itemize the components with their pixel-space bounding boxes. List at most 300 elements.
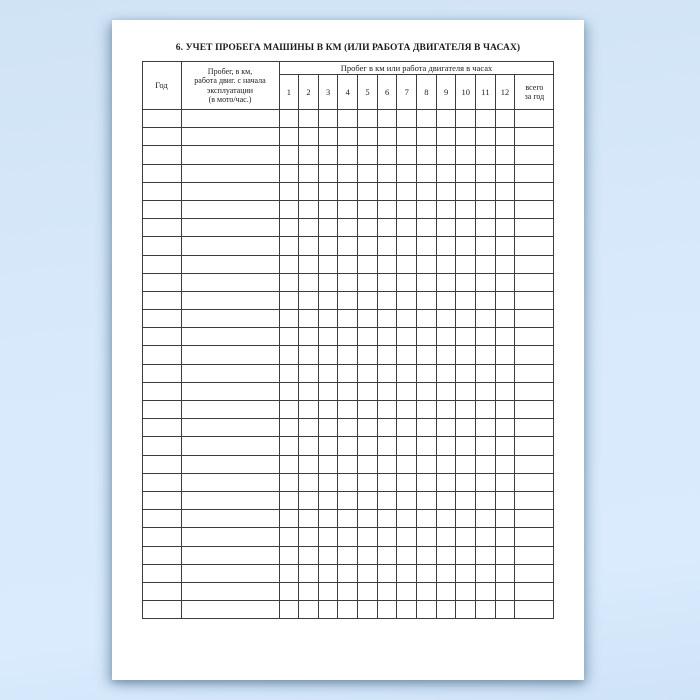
col-header-month: 3 <box>318 75 338 110</box>
month-cell <box>456 110 476 128</box>
month-cell <box>476 419 496 437</box>
month-cell <box>318 291 338 309</box>
month-cell <box>436 255 456 273</box>
month-cell <box>417 310 437 328</box>
cumulative-cell <box>181 291 279 309</box>
month-cell <box>338 528 358 546</box>
month-cell <box>397 437 417 455</box>
year-cell <box>142 237 181 255</box>
col-header-cumulative-line: Пробег, в км, <box>207 66 253 76</box>
month-cell <box>279 528 299 546</box>
month-cell <box>358 364 378 382</box>
month-cell <box>318 128 338 146</box>
month-cell <box>495 455 515 473</box>
month-cell <box>377 491 397 509</box>
month-cell <box>377 328 397 346</box>
month-cell <box>338 146 358 164</box>
month-cell <box>495 200 515 218</box>
col-header-month: 4 <box>338 75 358 110</box>
month-cell <box>299 419 319 437</box>
cumulative-cell <box>181 110 279 128</box>
month-cell <box>318 510 338 528</box>
month-cell <box>279 419 299 437</box>
month-cell <box>318 455 338 473</box>
month-cell <box>436 219 456 237</box>
month-cell <box>476 582 496 600</box>
month-cell <box>338 219 358 237</box>
table-row <box>142 273 554 291</box>
month-cell <box>417 455 437 473</box>
month-cell <box>299 491 319 509</box>
month-cell <box>417 419 437 437</box>
month-cell <box>318 237 338 255</box>
month-cell <box>279 455 299 473</box>
year-cell <box>142 564 181 582</box>
cumulative-cell <box>181 546 279 564</box>
month-cell <box>358 419 378 437</box>
month-cell <box>397 510 417 528</box>
month-cell <box>495 491 515 509</box>
month-cell <box>417 146 437 164</box>
month-cell <box>377 473 397 491</box>
month-cell <box>495 419 515 437</box>
total-cell <box>515 273 554 291</box>
month-cell <box>338 128 358 146</box>
month-cell <box>495 473 515 491</box>
month-cell <box>397 219 417 237</box>
cumulative-cell <box>181 346 279 364</box>
month-cell <box>417 328 437 346</box>
table-row <box>142 364 554 382</box>
month-cell <box>436 146 456 164</box>
col-header-month: 2 <box>299 75 319 110</box>
month-cell <box>436 328 456 346</box>
month-cell <box>279 582 299 600</box>
year-cell <box>142 437 181 455</box>
month-cell <box>299 310 319 328</box>
month-cell <box>436 364 456 382</box>
month-cell <box>397 419 417 437</box>
table-row <box>142 382 554 400</box>
month-cell <box>397 546 417 564</box>
month-cell <box>279 401 299 419</box>
cumulative-cell <box>181 164 279 182</box>
month-cell <box>397 346 417 364</box>
month-cell <box>299 564 319 582</box>
month-cell <box>476 455 496 473</box>
year-cell <box>142 128 181 146</box>
month-cell <box>299 473 319 491</box>
year-cell <box>142 401 181 419</box>
month-cell <box>456 528 476 546</box>
month-cell <box>397 328 417 346</box>
month-cell <box>279 346 299 364</box>
col-header-total <box>515 75 554 110</box>
table-header <box>142 62 554 110</box>
col-header-year: Год <box>142 62 181 110</box>
month-cell <box>495 401 515 419</box>
month-cell <box>299 255 319 273</box>
year-cell <box>142 164 181 182</box>
month-cell <box>279 182 299 200</box>
month-cell <box>358 128 378 146</box>
month-cell <box>476 146 496 164</box>
total-cell <box>515 237 554 255</box>
month-cell <box>476 601 496 619</box>
month-cell <box>476 473 496 491</box>
month-cell <box>299 128 319 146</box>
month-cell <box>417 401 437 419</box>
month-cell <box>456 455 476 473</box>
table-row <box>142 146 554 164</box>
month-cell <box>456 146 476 164</box>
month-cell <box>299 291 319 309</box>
month-cell <box>279 601 299 619</box>
month-cell <box>476 346 496 364</box>
month-cell <box>495 601 515 619</box>
total-cell <box>515 437 554 455</box>
month-cell <box>436 164 456 182</box>
table-row <box>142 219 554 237</box>
month-cell <box>279 564 299 582</box>
total-cell <box>515 110 554 128</box>
cumulative-cell <box>181 582 279 600</box>
month-cell <box>476 364 496 382</box>
month-cell <box>495 110 515 128</box>
month-cell <box>456 200 476 218</box>
total-cell <box>515 582 554 600</box>
cumulative-cell <box>181 455 279 473</box>
month-cell <box>377 346 397 364</box>
month-cell <box>476 564 496 582</box>
month-cell <box>476 219 496 237</box>
table-row <box>142 437 554 455</box>
month-cell <box>318 255 338 273</box>
year-cell <box>142 291 181 309</box>
year-cell <box>142 346 181 364</box>
month-cell <box>436 310 456 328</box>
month-cell <box>456 546 476 564</box>
month-cell <box>456 382 476 400</box>
month-cell <box>397 382 417 400</box>
month-cell <box>358 291 378 309</box>
month-cell <box>318 473 338 491</box>
month-cell <box>299 182 319 200</box>
total-cell <box>515 601 554 619</box>
month-cell <box>338 110 358 128</box>
month-cell <box>495 182 515 200</box>
month-cell <box>338 164 358 182</box>
total-cell <box>515 182 554 200</box>
month-cell <box>476 528 496 546</box>
month-cell <box>397 310 417 328</box>
table-row <box>142 473 554 491</box>
month-cell <box>417 364 437 382</box>
month-cell <box>476 200 496 218</box>
month-cell <box>476 164 496 182</box>
month-cell <box>436 382 456 400</box>
month-cell <box>456 182 476 200</box>
month-cell <box>377 273 397 291</box>
month-cell <box>377 110 397 128</box>
month-cell <box>495 564 515 582</box>
month-cell <box>279 237 299 255</box>
month-cell <box>279 164 299 182</box>
month-cell <box>358 455 378 473</box>
month-cell <box>299 146 319 164</box>
month-cell <box>495 237 515 255</box>
year-cell <box>142 364 181 382</box>
month-cell <box>318 364 338 382</box>
month-cell <box>456 364 476 382</box>
month-cell <box>476 291 496 309</box>
col-header-month: 5 <box>358 75 378 110</box>
month-cell <box>456 273 476 291</box>
table-row <box>142 491 554 509</box>
month-cell <box>476 382 496 400</box>
month-cell <box>377 546 397 564</box>
year-cell <box>142 182 181 200</box>
month-cell <box>338 310 358 328</box>
total-cell <box>515 546 554 564</box>
table-row <box>142 546 554 564</box>
month-cell <box>299 328 319 346</box>
year-cell <box>142 382 181 400</box>
month-cell <box>456 582 476 600</box>
month-cell <box>318 528 338 546</box>
month-cell <box>279 310 299 328</box>
month-cell <box>279 146 299 164</box>
month-cell <box>299 601 319 619</box>
month-cell <box>318 346 338 364</box>
month-cell <box>279 546 299 564</box>
col-header-cumulative <box>181 62 279 110</box>
month-cell <box>377 564 397 582</box>
month-cell <box>358 564 378 582</box>
month-cell <box>436 419 456 437</box>
month-cell <box>397 255 417 273</box>
month-cell <box>397 491 417 509</box>
month-cell <box>358 401 378 419</box>
month-cell <box>417 219 437 237</box>
table-row <box>142 564 554 582</box>
year-cell <box>142 310 181 328</box>
month-cell <box>358 382 378 400</box>
month-cell <box>397 110 417 128</box>
month-cell <box>436 491 456 509</box>
month-cell <box>279 291 299 309</box>
month-cell <box>377 582 397 600</box>
table-row <box>142 200 554 218</box>
year-cell <box>142 601 181 619</box>
month-cell <box>338 291 358 309</box>
month-cell <box>495 437 515 455</box>
year-cell <box>142 419 181 437</box>
month-cell <box>436 128 456 146</box>
month-cell <box>397 146 417 164</box>
table-row <box>142 310 554 328</box>
month-cell <box>338 346 358 364</box>
month-cell <box>417 582 437 600</box>
year-cell <box>142 328 181 346</box>
month-cell <box>495 582 515 600</box>
month-cell <box>436 546 456 564</box>
cumulative-cell <box>181 564 279 582</box>
month-cell <box>299 582 319 600</box>
month-cell <box>417 255 437 273</box>
month-cell <box>338 419 358 437</box>
table-row <box>142 164 554 182</box>
month-cell <box>476 401 496 419</box>
month-cell <box>417 273 437 291</box>
month-cell <box>456 219 476 237</box>
cumulative-cell <box>181 146 279 164</box>
month-cell <box>318 401 338 419</box>
month-cell <box>338 473 358 491</box>
month-cell <box>476 110 496 128</box>
total-cell <box>515 401 554 419</box>
col-header-month: 6 <box>377 75 397 110</box>
mileage-table <box>142 61 555 619</box>
month-cell <box>456 291 476 309</box>
page-title: 6. УЧЕТ ПРОБЕГА МАШИНЫ В КМ (ИЛИ РАБОТА ДВИГАТЕЛЯ В ЧАСАХ) <box>175 43 521 53</box>
month-cell <box>318 273 338 291</box>
total-cell <box>515 473 554 491</box>
table-row <box>142 401 554 419</box>
year-cell <box>142 255 181 273</box>
month-cell <box>358 237 378 255</box>
month-cell <box>397 528 417 546</box>
year-cell <box>142 146 181 164</box>
month-cell <box>299 528 319 546</box>
month-cell <box>456 437 476 455</box>
table-row <box>142 528 554 546</box>
month-cell <box>338 510 358 528</box>
total-cell <box>515 146 554 164</box>
total-cell <box>515 528 554 546</box>
total-cell <box>515 491 554 509</box>
month-cell <box>318 564 338 582</box>
header-row-top <box>142 62 554 75</box>
month-cell <box>495 328 515 346</box>
month-cell <box>436 564 456 582</box>
col-header-total-line: всего <box>525 82 544 92</box>
month-cell <box>495 528 515 546</box>
month-cell <box>377 364 397 382</box>
total-cell <box>515 255 554 273</box>
month-cell <box>436 473 456 491</box>
month-cell <box>358 510 378 528</box>
month-cell <box>299 364 319 382</box>
month-cell <box>436 291 456 309</box>
table-row <box>142 346 554 364</box>
month-cell <box>417 528 437 546</box>
month-cell <box>397 128 417 146</box>
month-cell <box>358 310 378 328</box>
col-header-month: 1 <box>279 75 299 110</box>
month-cell <box>338 273 358 291</box>
month-cell <box>338 455 358 473</box>
cumulative-cell <box>181 182 279 200</box>
month-cell <box>377 401 397 419</box>
cumulative-cell <box>181 310 279 328</box>
month-cell <box>456 401 476 419</box>
table-body <box>142 110 554 619</box>
year-cell <box>142 110 181 128</box>
month-cell <box>495 310 515 328</box>
month-cell <box>436 110 456 128</box>
month-cell <box>495 291 515 309</box>
month-cell <box>279 110 299 128</box>
month-cell <box>338 491 358 509</box>
cumulative-cell <box>181 273 279 291</box>
total-cell <box>515 291 554 309</box>
month-cell <box>279 437 299 455</box>
month-cell <box>476 310 496 328</box>
month-cell <box>495 219 515 237</box>
month-cell <box>377 437 397 455</box>
month-cell <box>299 546 319 564</box>
col-header-month: 12 <box>495 75 515 110</box>
month-cell <box>318 182 338 200</box>
month-cell <box>299 273 319 291</box>
month-cell <box>456 237 476 255</box>
month-cell <box>397 164 417 182</box>
year-cell <box>142 491 181 509</box>
month-cell <box>358 182 378 200</box>
table-row <box>142 601 554 619</box>
month-cell <box>377 182 397 200</box>
month-cell <box>358 582 378 600</box>
month-cell <box>318 219 338 237</box>
month-cell <box>397 237 417 255</box>
total-cell <box>515 164 554 182</box>
month-cell <box>436 200 456 218</box>
month-cell <box>358 200 378 218</box>
month-cell <box>279 473 299 491</box>
month-cell <box>377 528 397 546</box>
month-cell <box>417 437 437 455</box>
table-row <box>142 328 554 346</box>
month-cell <box>456 255 476 273</box>
month-cell <box>299 219 319 237</box>
cumulative-cell <box>181 601 279 619</box>
month-cell <box>495 382 515 400</box>
month-cell <box>417 601 437 619</box>
month-cell <box>456 473 476 491</box>
month-cell <box>299 455 319 473</box>
cumulative-cell <box>181 237 279 255</box>
month-cell <box>279 510 299 528</box>
month-cell <box>338 601 358 619</box>
month-cell <box>299 164 319 182</box>
month-cell <box>397 273 417 291</box>
month-cell <box>279 328 299 346</box>
month-cell <box>377 146 397 164</box>
month-cell <box>436 182 456 200</box>
month-cell <box>397 291 417 309</box>
col-header-month: 7 <box>397 75 417 110</box>
month-cell <box>456 328 476 346</box>
total-cell <box>515 200 554 218</box>
month-cell <box>456 510 476 528</box>
total-cell <box>515 310 554 328</box>
year-cell <box>142 273 181 291</box>
month-cell <box>299 510 319 528</box>
month-cell <box>318 419 338 437</box>
table-row <box>142 419 554 437</box>
cumulative-cell <box>181 419 279 437</box>
